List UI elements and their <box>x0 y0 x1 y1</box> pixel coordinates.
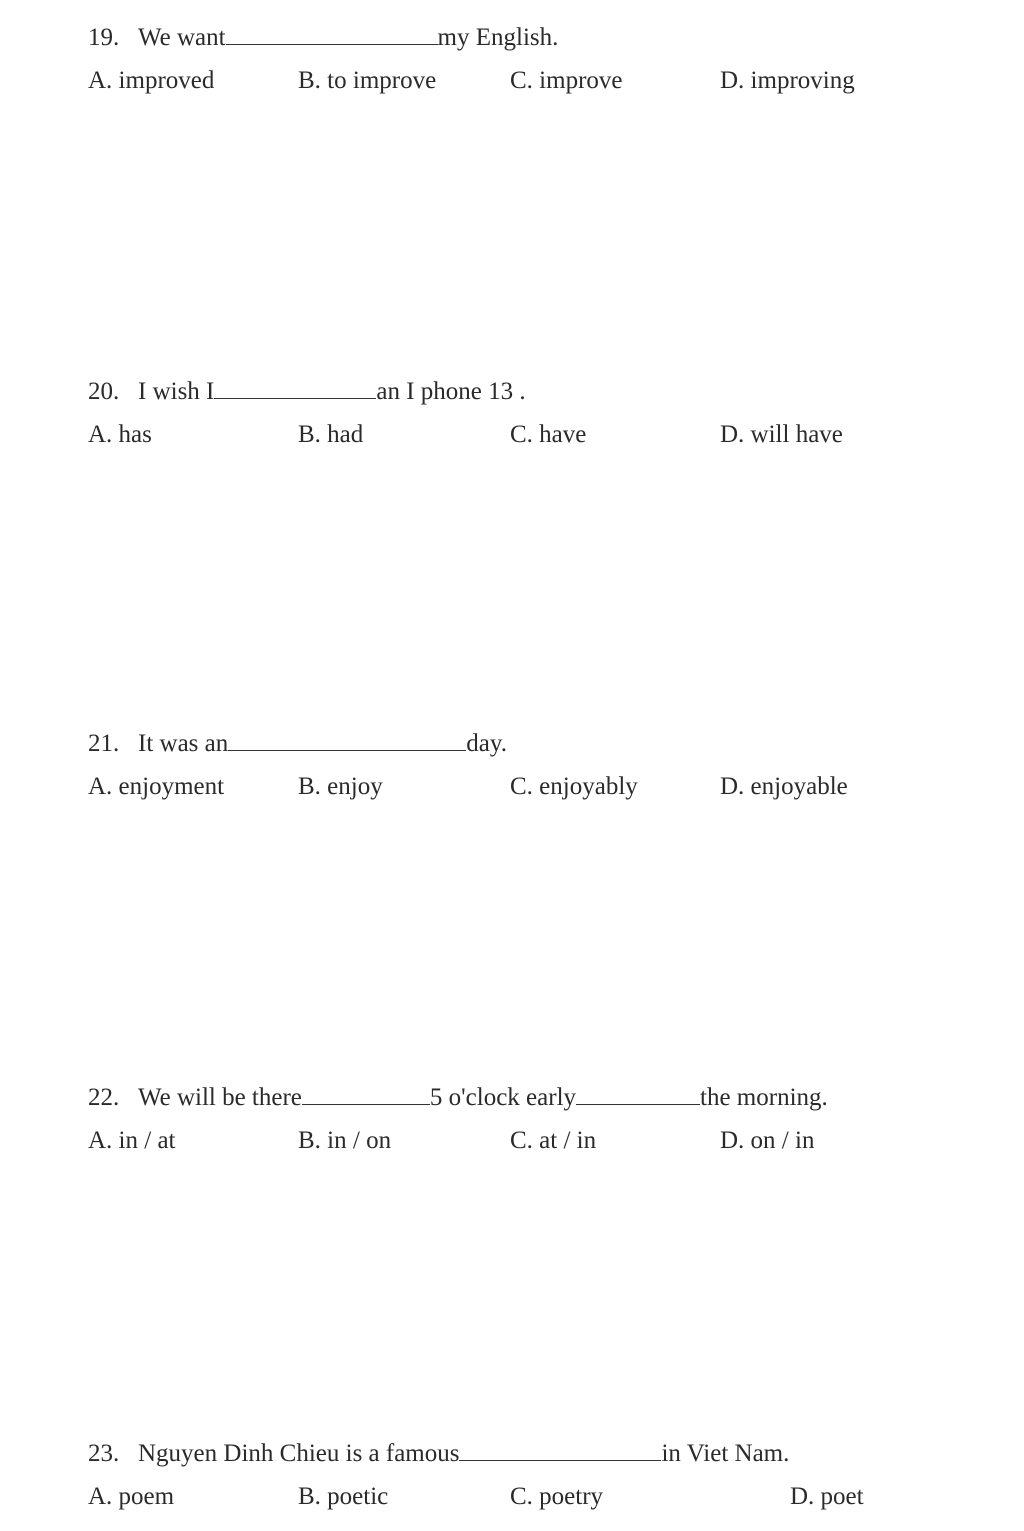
answer-blank-1 <box>302 1082 430 1105</box>
option-a[interactable]: A. in / at <box>88 1127 176 1154</box>
stem-text-after: an I phone 13 . <box>376 378 526 405</box>
question-stem <box>88 376 526 407</box>
answer-blank <box>228 728 466 751</box>
question-stem <box>88 1438 789 1469</box>
stem-text-after: day. <box>466 730 507 757</box>
stem-text-after: my English. <box>437 24 559 51</box>
option-a[interactable]: A. enjoyment <box>88 773 225 800</box>
question-stem <box>88 1082 828 1113</box>
option-b[interactable]: B. had <box>298 421 364 448</box>
answer-blank <box>214 376 376 399</box>
question-stem <box>88 728 507 759</box>
option-b[interactable]: B. to improve <box>298 67 437 94</box>
stem-text-before: It was an <box>138 730 229 757</box>
question-stem <box>88 22 558 53</box>
option-d[interactable]: D. poet <box>790 1483 864 1510</box>
option-c[interactable]: C. at / in <box>510 1127 597 1154</box>
question-number: 22. <box>88 1084 120 1111</box>
option-d[interactable]: D. enjoyable <box>720 773 848 800</box>
stem-text-after: the morning. <box>700 1084 828 1111</box>
option-a[interactable]: A. improved <box>88 67 215 94</box>
option-b[interactable]: B. poetic <box>298 1483 389 1510</box>
question-number: 19. <box>88 24 120 51</box>
stem-text-before: I wish I <box>138 378 215 405</box>
option-c[interactable]: C. have <box>510 421 587 448</box>
option-b[interactable]: B. enjoy <box>298 773 383 800</box>
stem-text-before: We will be there <box>138 1084 302 1111</box>
stem-text-before: We want <box>138 24 226 51</box>
question-number: 20. <box>88 378 120 405</box>
option-d[interactable]: D. on / in <box>720 1127 815 1154</box>
option-a[interactable]: A. has <box>88 421 152 448</box>
question-number: 21. <box>88 730 120 757</box>
option-d[interactable]: D. will have <box>720 421 843 448</box>
answer-blank-2 <box>576 1082 700 1105</box>
option-d[interactable]: D. improving <box>720 67 855 94</box>
stem-text-after: in Viet Nam. <box>661 1440 790 1467</box>
question-number: 23. <box>88 1440 120 1467</box>
option-c[interactable]: C. poetry <box>510 1483 604 1510</box>
option-c[interactable]: C. enjoyably <box>510 773 638 800</box>
option-a[interactable]: A. poem <box>88 1483 175 1510</box>
answer-blank <box>459 1438 661 1461</box>
stem-text-before: Nguyen Dinh Chieu is a famous <box>138 1440 460 1467</box>
option-c[interactable]: C. improve <box>510 67 623 94</box>
option-b[interactable]: B. in / on <box>298 1127 392 1154</box>
stem-text-middle: 5 o'clock early <box>429 1084 577 1111</box>
answer-blank <box>226 22 438 45</box>
